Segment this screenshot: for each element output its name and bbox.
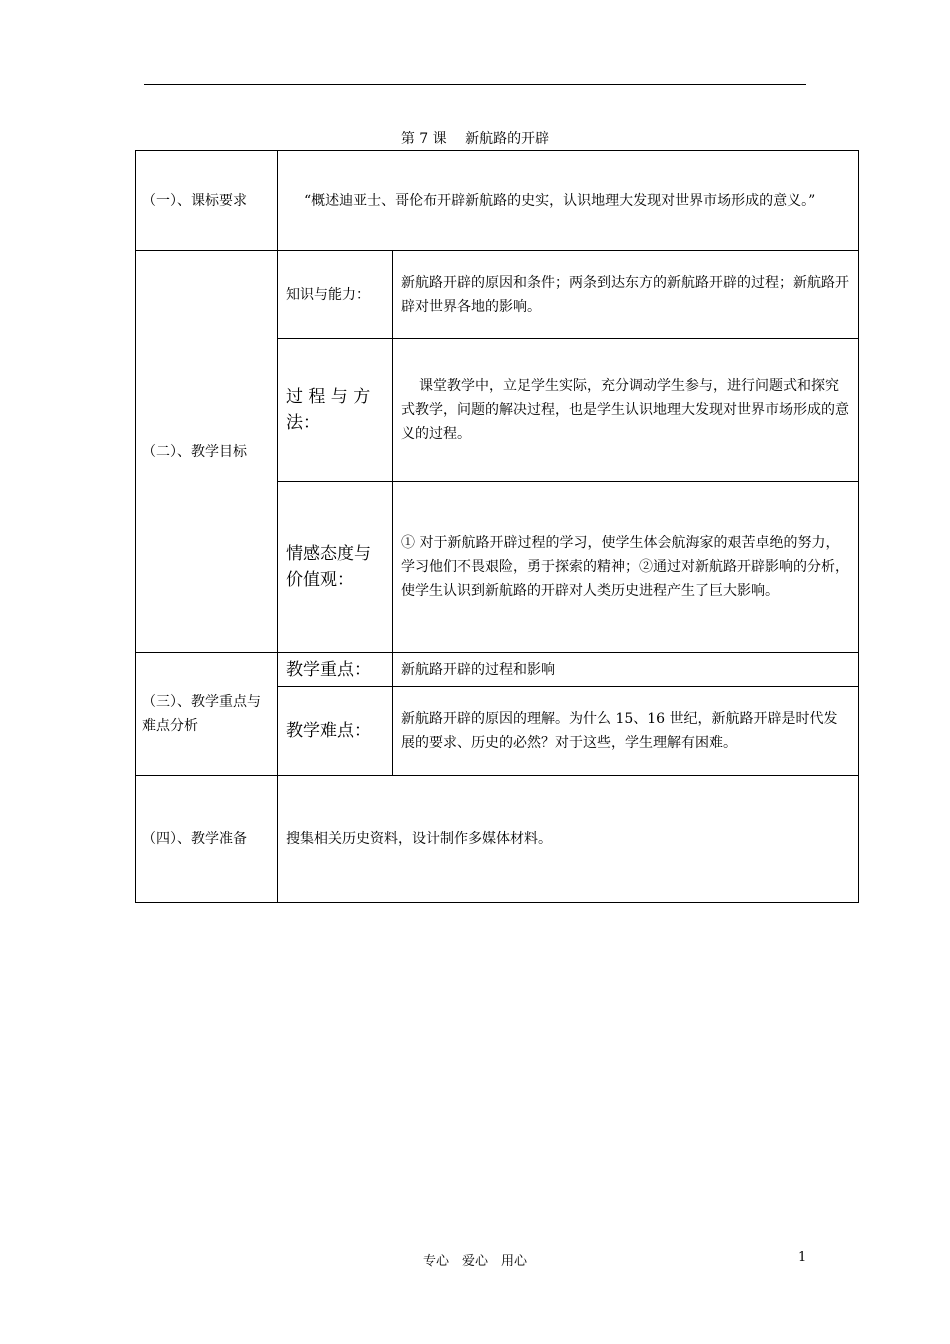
preparation-label: （四）、教学准备 [136,776,278,903]
footer-motto: 专心 爱心 用心 [422,1254,527,1269]
process-content: 课堂教学中，立足学生实际，充分调动学生参与，进行问题式和探究式教学，问题的解决过程，也是学生认识地理大发现对世界市场形成的意义的过程。 [393,339,859,482]
row-preparation [136,776,859,903]
row-goals-knowledge [136,251,859,339]
lesson-title: 第 7 课 新航路的开辟 [400,131,550,147]
difficulty-content: 新航路开辟的原因的理解。为什么 15、16 世纪，新航路开辟是时代发展的要求、历史的必然？对于这些，学生理解有困难。 [393,687,859,776]
lesson-plan-table [135,150,859,903]
row-key-point [136,653,859,687]
header-rule [144,84,806,85]
process-label: 过 程 与 方 法： [278,339,393,482]
preparation-content: 搜集相关历史资料，设计制作多媒体材料。 [278,776,859,903]
difficulty-label: 教学难点： [278,687,393,776]
emotion-label: 情感态度与价值观： [278,482,393,653]
knowledge-label: 知识与能力： [278,251,393,339]
goals-label: （二）、教学目标 [136,251,278,653]
key-point-content: 新航路开辟的过程和影响 [393,653,859,687]
curriculum-content: “概述迪亚士、哥伦布开辟新航路的史实，认识地理大发现对世界市场形成的意义。” [278,151,859,251]
focus-label: （三）、教学重点与难点分析 [136,653,278,776]
row-curriculum [136,151,859,251]
key-point-label: 教学重点： [278,653,393,687]
curriculum-label: （一）、课标要求 [136,151,278,251]
page-number: 1 [798,1250,807,1265]
knowledge-content: 新航路开辟的原因和条件；两条到达东方的新航路开辟的过程；新航路开辟对世界各地的影响。 [393,251,859,339]
emotion-content: ① 对于新航路开辟过程的学习，使学生体会航海家的艰苦卓绝的努力，学习他们不畏艰险，勇于探索的精神；②通过对新航路开辟影响的分析，使学生认识到新航路的开辟对人类历史进程产生了巨大影响。 [393,482,859,653]
